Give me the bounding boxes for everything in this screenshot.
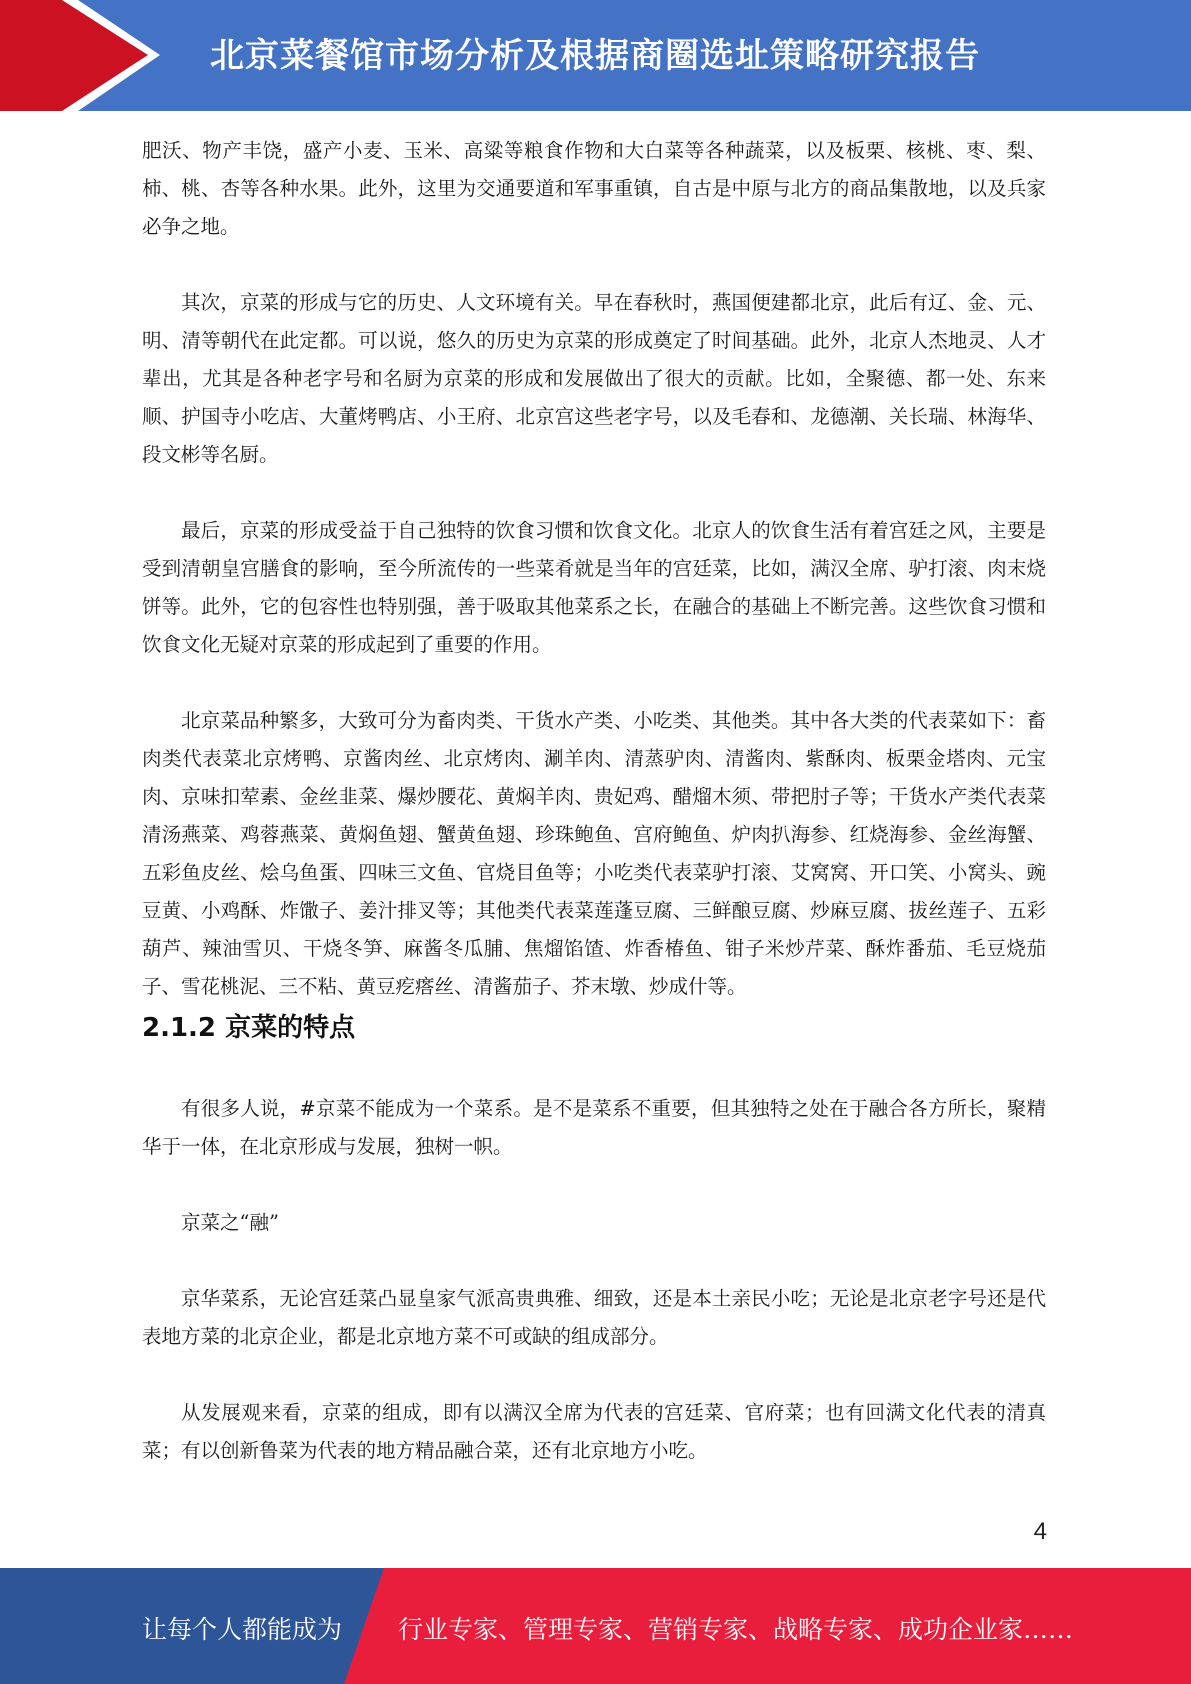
footer-slogan-right: 行业专家、管理专家、营销专家、战略专家、成功企业家…… (398, 1615, 1074, 1644)
paragraph: 最后，京菜的形成受益于自己独特的饮食习惯和饮食文化。北京人的饮食生活有着宫廷之风，主要是受到清朝皇宫膳食的影响，至今所流传的一些菜肴就是当年的宫廷菜，比如，满汉全席、驴打滚、肉末烧饼等。此外，它的包容性也特别强，善于吸取其他菜系之长，在融合的基础上不断完善。这些饮食习惯和饮食文化无疑对京菜的形成起到了重要的作用。 (142, 519, 1046, 656)
footer-slogan-left: 让每个人都能成为 (142, 1615, 343, 1644)
paragraph: 有很多人说，#京菜不能成为一个菜系。是不是菜系不重要，但其独特之处在于融合各方所长，聚精华于一体，在北京形成与发展，独树一帜。 (142, 1097, 1046, 1158)
page-number: 4 (1033, 1518, 1047, 1545)
paragraph: 从发展观来看，京菜的组成，即有以满汉全席为代表的宫廷菜、官府菜；也有回满文化代表的清真菜；有以创新鲁菜为代表的地方精品融合菜，还有北京地方小吃。 (142, 1401, 1046, 1462)
subheading: 京菜之“融” (181, 1211, 279, 1234)
report-title: 北京菜餐馆市场分析及根据商圈选址策略研究报告 (210, 36, 980, 76)
page-header (0, 0, 1191, 111)
paragraph: 其次，京菜的形成与它的历史、人文环境有关。早在春秋时，燕国便建都北京，此后有辽、金、元、明、清等朝代在此定都。可以说，悠久的历史为京菜的形成奠定了时间基础。此外，北京人杰地灵、人才辈出，尤其是各种老字号和名厨为京菜的形成和发展做出了很大的贡献。比如，全聚德、都一处、东来顺、护国寺小吃店、大董烤鸭店、小王府、北京宫这些老字号，以及毛春和、龙德潮、关长瑞、林海华、段文彬等名厨。 (142, 291, 1046, 466)
document-body (142, 132, 1046, 1508)
paragraph: 京华菜系，无论宫廷菜凸显皇家气派高贵典雅、细致，还是本土亲民小吃；无论是北京老字号还是代表地方菜的北京企业，都是北京地方菜不可或缺的组成部分。 (142, 1287, 1046, 1348)
section-heading: 2.1.2 京菜的特点 (142, 1013, 356, 1043)
paragraph: 肥沃、物产丰饶，盛产小麦、玉米、高粱等粮食作物和大白菜等各种蔬菜，以及板栗、核桃、枣、梨、柿、桃、杏等各种水果。此外，这里为交通要道和军事重镇，自古是中原与北方的商品集散地，以及兵家必争之地。 (142, 139, 1046, 238)
paragraph: 北京菜品种繁多，大致可分为畜肉类、干货水产类、小吃类、其他类。其中各大类的代表菜如下：畜肉类代表菜北京烤鸭、京酱肉丝、北京烤肉、涮羊肉、清蒸驴肉、清酱肉、紫酥肉、板栗金塔肉、元宝肉、京味扣荤素、金丝韭菜、爆炒腰花、黄焖羊肉、贵妃鸡、醋熘木须、带把肘子等；干货水产类代表菜清汤燕菜、鸡蓉燕菜、黄焖鱼翅、蟹黄鱼翅、珍珠鲍鱼、宫府鲍鱼、炉肉扒海参、红烧海参、金丝海蟹、五彩鱼皮丝、烩乌鱼蛋、四味三文鱼、官烧目鱼等；小吃类代表菜驴打滚、艾窝窝、开口笑、小窝头、豌豆黄、小鸡酥、炸馓子、姜汁排叉等；其他类代表菜莲蓬豆腐、三鲜酿豆腐、炒麻豆腐、拔丝莲子、五彩葫芦、辣油雪贝、干烧冬笋、麻酱冬瓜脯、焦熘馅馇、炸香椿鱼、钳子米炒芹菜、酥炸番茄、毛豆烧茄子、雪花桃泥、三不粘、黄豆疙瘩丝、清酱茄子、芥末墩、炒成什等。 (142, 709, 1046, 998)
header-arrow-decoration (0, 0, 160, 111)
page-footer (0, 1568, 1191, 1684)
